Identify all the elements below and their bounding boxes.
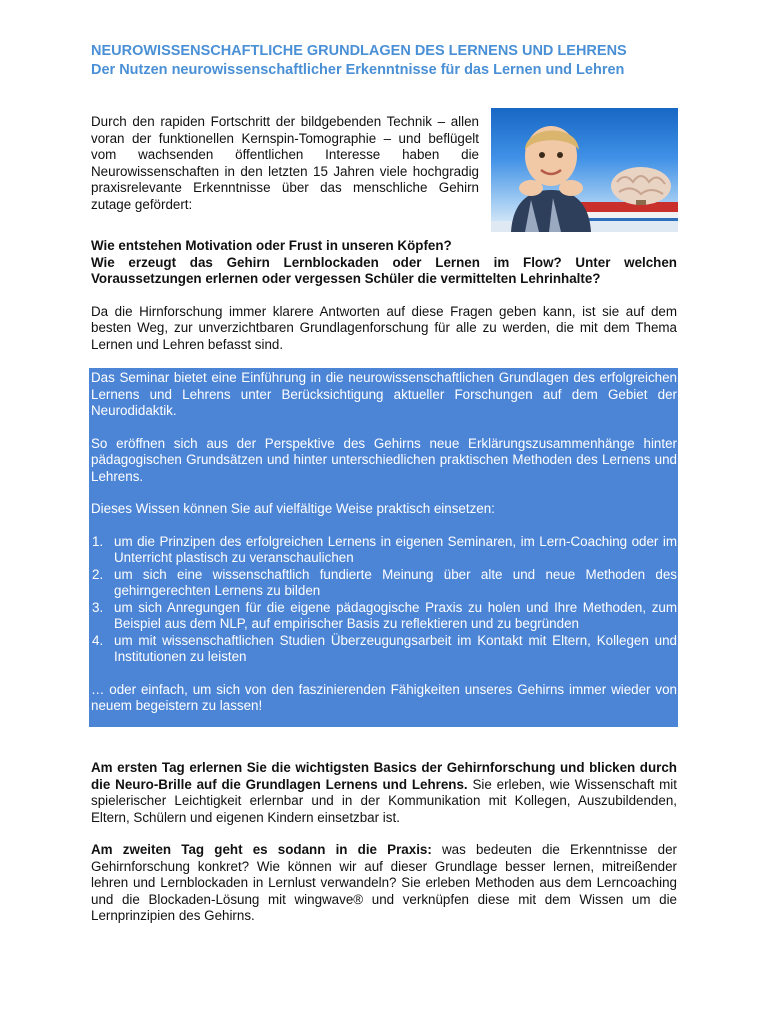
list-number: 2. — [92, 566, 104, 582]
seminar-usage-lead: Dieses Wissen können Sie auf vielfältige Weise praktisch einsetzen: — [91, 501, 495, 516]
list-text: um sich eine wissenschaftlich fundierte Meinung über alte und neue Methoden des gehirngerechten Lernens zu bilden — [114, 566, 677, 598]
list-text: um sich Anregungen für die eigene pädagogische Praxis zu holen und Ihre Methoden, zum Beispiel aus dem NLP, auf empirischer Basis zu reflektieren und zu begründen — [114, 599, 677, 631]
question-block — [91, 238, 677, 288]
day-one-lead: Am ersten Tag erlernen Sie die wichtigsten Basics der Gehirnforschung und blicken durch die Neuro-Brille auf die Grundlagen Lernens und Lehrens. — [91, 760, 677, 792]
day-one-text: Sie erleben, wie Wissenschaft mit spielerischer Leichtigkeit erlernbar und in der Kommunikation mit Kollegen, Auszubildenden, Eltern, Schülern und eigenen Kindern einsetzbar ist. — [91, 776, 677, 825]
question-2: Wie erzeugt das Gehirn Lernblockaden oder Lernen im Flow? Unter welchen Voraussetzungen erlernen oder vergessen Schüler die vermittelten Lehrinhalte? — [91, 254, 677, 286]
seminar-info-box — [89, 368, 678, 727]
seminar-closing: … oder einfach, um sich von den faszinierenden Fähigkeiten unseres Gehirns immer wieder von neuem begeistern zu lassen! — [91, 681, 677, 713]
list-item — [91, 600, 677, 633]
page-subtitle: Der Nutzen neurowissenschaftlicher Erkenntnisse für das Lernen und Lehren — [91, 62, 625, 78]
list-text: um mit wissenschaftlichen Studien Überzeugungsarbeit im Kontakt mit Eltern, Kollegen und Institutionen zu leisten — [114, 632, 677, 664]
list-item — [91, 633, 677, 666]
day-one-paragraph — [91, 760, 677, 826]
child-brain-photo — [491, 108, 678, 232]
seminar-intro: Das Seminar bietet eine Einführung in die neurowissenschaftlichen Grundlagen des erfolgreichen Lernens und Lehrens unter Berücksichtigung aktueller Forschungen auf dem Gebiet der Neurodidaktik. — [91, 370, 677, 418]
list-item — [91, 534, 677, 567]
seminar-days — [91, 760, 677, 941]
list-number: 3. — [92, 599, 104, 615]
day-two-text: was bedeuten die Erkenntnisse der Gehirnforschung konkret? Wie können wir auf dieser Grundlage besser lernen, mitreißender lehren und Lernblockaden in Lernlust verwandeln? Sie erleben Methoden aus dem Lerncoaching und die Blockaden-Lösung mit wingwave® und verknüpfen diese mit dem Wissen um die Lernprinzipien des Gehirns. — [91, 842, 677, 923]
day-two-paragraph — [91, 842, 677, 925]
page-content — [91, 42, 677, 353]
question-1: Wie entstehen Motivation oder Frust in unseren Köpfen? — [91, 238, 452, 253]
day-two-lead: Am zweiten Tag geht es sodann in die Praxis: — [91, 842, 432, 857]
usage-list — [91, 534, 677, 666]
list-number: 1. — [92, 533, 104, 549]
seminar-perspective: So eröffnen sich aus der Perspektive des Gehirns neue Erklärungszusammenhänge hinter pädagogischen Grundsätzen und hinter unterschiedlichen praktischen Methoden des Lernens und Lehrens. — [91, 435, 677, 484]
list-text: um die Prinzipen des erfolgreichen Lernens in eigenen Seminaren, im Lern-Coaching oder im Unterricht plastisch zu veranschaulichen — [114, 533, 677, 565]
intro-section — [91, 114, 677, 232]
page-title: NEUROWISSENSCHAFTLICHE GRUNDLAGEN DES LERNENS UND LEHRENS — [91, 43, 627, 59]
list-item — [91, 567, 677, 600]
intro-paragraph: Durch den rapiden Fortschritt der bildgebenden Technik – allen voran der funktionellen Kernspin-Tomographie – und beflügelt vom wachsenden öffentlichen Interesse haben die Neurowissenschaften in den letzten 15 Jahren viele hochgradig praxisrelevante Erkenntnisse über das menschliche Gehirn zutage gefördert: — [91, 114, 479, 212]
research-paragraph: Da die Hirnforschung immer klarere Antworten auf diese Fragen geben kann, ist sie auf dem besten Weg, zur unverzichtbaren Grundlagenforschung für alle zu werden, die mit dem Thema Lernen und Lehren befasst sind. — [91, 303, 677, 352]
list-number: 4. — [92, 632, 104, 648]
